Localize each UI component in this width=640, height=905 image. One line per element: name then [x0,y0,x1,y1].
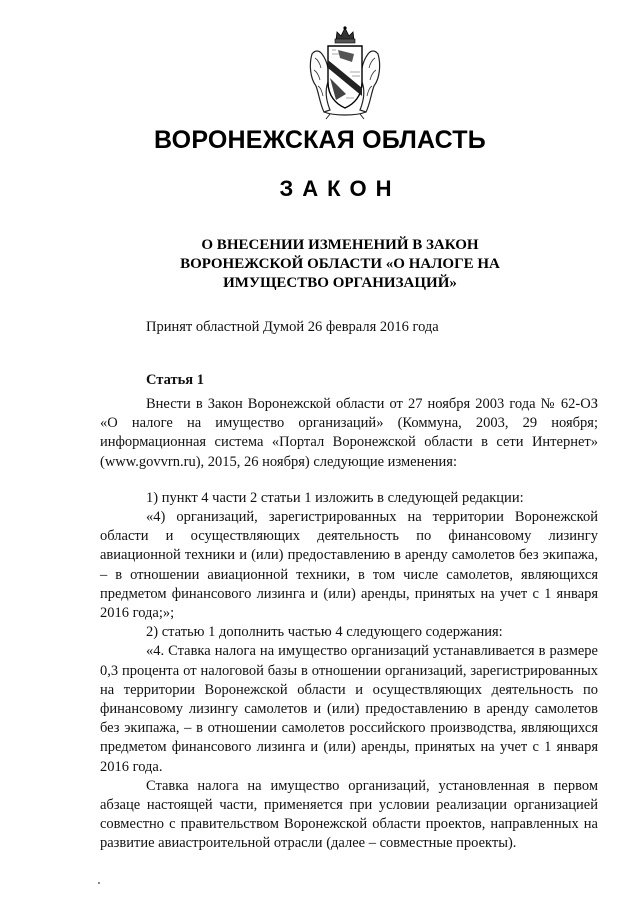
voronezh-coat-of-arms-icon [306,24,384,120]
article-heading: Статья 1 [146,372,204,388]
law-title: О ВНЕСЕНИИ ИЗМЕНЕНИЙ В ЗАКОН ВОРОНЕЖСКОЙ ОБЛАСТИ «О НАЛОГЕ НА ИМУЩЕСТВО ОРГАНИЗАЦИЙ» [180,237,500,291]
document-type: ЗАКОН [279,176,401,201]
paragraph: 1) пункт 4 части 2 статьи 1 изложить в следующей редакции: [146,489,524,506]
region-name: ВОРОНЕЖСКАЯ ОБЛАСТЬ [154,126,486,154]
article-body [100,395,598,854]
paragraph: Внести в Закон Воронежской области от 27 ноября 2003 года № 62-ОЗ «О налоге на имущество организаций» (Коммуна, 2003, 29 ноября; информационная система «Портал Воронежской области в сети Интернет» (www.govvrn.ru), 2015, 26 ноября) следующие изменения: [100,396,598,470]
adoption-date-line: Принят областной Думой 26 февраля 2016 года [146,319,439,335]
paragraph: Ставка налога на имущество организаций, установленная в первом абзаце настоящей части, применяется при условии реализации организацией совместно с правительством Воронежской области проектов, направленных на развитие авиастроительной отрасли (далее – совместные проекты). [100,777,598,852]
paragraph: «4. Ставка налога на имущество организаций устанавливается в размере 0,3 процента от налоговой базы в отношении организаций, зарегистрированных на территории Воронежской области и осуществляющих деятельность по финансовому лизингу самолетов и (или) предоставлению в аренду самолетов без экипажа, – в отношении самолетов российского производства, являющихся предметом финансового лизинга и (или) аренды, принятых на учет с 1 января 2016 года. [100,643,598,775]
paragraph: «4) организаций, зарегистрированных на территории Воронежской области и осуществляющих деятельность по финансовому лизингу авиационной техники и (или) предоставлению в аренду самолетов без экипажа, – в отношении авиационной техники, в том числе самолетов, являющихся предметом финансового лизинга и (или) аренды, принятых на учет с 1 января 2016 года;»; [100,509,598,622]
paragraph: 2) статью 1 дополнить частью 4 следующего содержания: [146,624,503,641]
scan-speck [98,882,100,884]
